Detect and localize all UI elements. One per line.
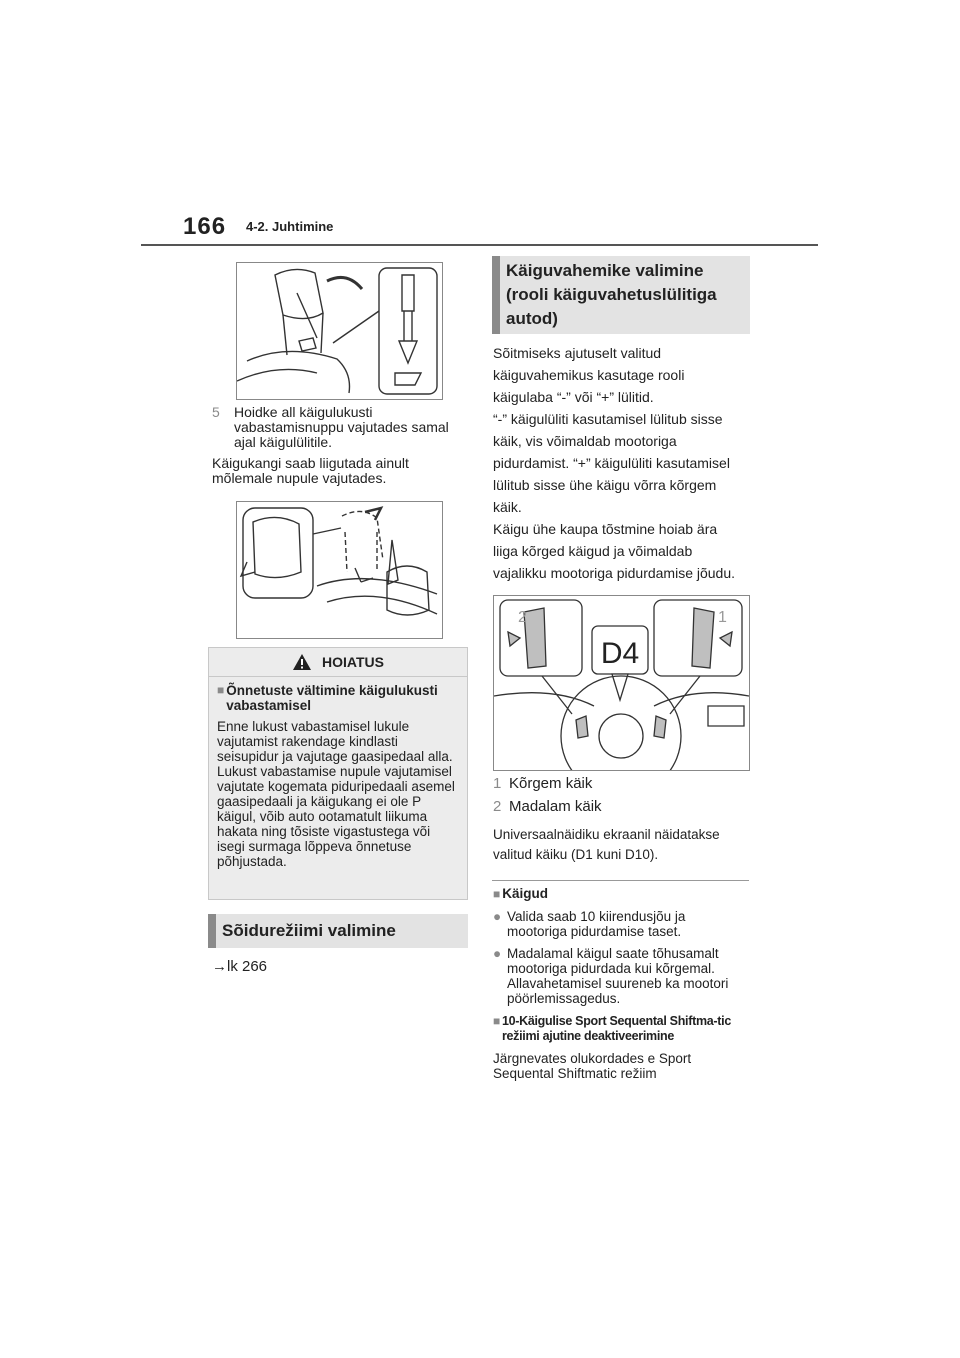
- paragraph-line: liiga kõrged käigud ja võimaldab: [493, 543, 693, 559]
- step-5: [212, 405, 458, 450]
- shift-lock-illustration: [236, 262, 443, 400]
- shift-lever-illustration: [236, 501, 443, 639]
- section-label: 4-2. Juhtimine: [246, 219, 334, 234]
- bullet-text: Valida saab 10 kiirendusjõu ja mootoriga pidurdamise taset.: [507, 909, 686, 939]
- list-text: Kõrgem käik: [509, 775, 593, 792]
- step-number: 5: [212, 404, 220, 420]
- paragraph-line: käik, vis võimaldab mootoriga: [493, 433, 677, 449]
- circle-bullet-icon: ●: [493, 909, 502, 924]
- paragraph-line: käiguvahemikus kasutage rooli: [493, 367, 685, 383]
- bullet-text: Madalamal käigul saate tõhusamalt mootoriga pidurdada kui kõrgemal. Allavahetamisel suureneb ka mootori pöörlemissagedus.: [507, 946, 729, 1006]
- drive-mode-heading: [208, 914, 468, 948]
- paddle-shift-illustration: [493, 595, 750, 771]
- circle-bullet-icon: ●: [493, 946, 502, 961]
- display-info-line: Universaalnäidiku ekraanil näidatakse: [493, 827, 720, 842]
- list-text: Madalam käik: [509, 798, 602, 815]
- warning-header: [209, 648, 467, 677]
- page-number: 166: [183, 213, 227, 240]
- section-divider: [492, 880, 749, 881]
- bullet-item: [493, 946, 751, 1006]
- shift-lever-drawing: [237, 502, 442, 638]
- gear-display: D4: [600, 637, 640, 670]
- bullet-item: [493, 909, 751, 939]
- warning-box: [208, 647, 468, 900]
- label-1: 1: [718, 609, 727, 626]
- paragraph-line: Sõitmiseks ajutuselt valitud: [493, 345, 662, 361]
- display-info: [493, 825, 751, 865]
- lever-note: Käigukangi saab liigutada ainult mõlemale nupule vajutades.: [212, 455, 409, 486]
- paragraph-line: lülitub sisse ühe käigu võrra kõrgem: [493, 477, 717, 493]
- gears-title: Käigud: [502, 886, 548, 901]
- list-item: [493, 775, 751, 792]
- list-number: 2: [493, 798, 502, 815]
- step-text: Hoidke all käigulukusti vabastamisnuppu vajutades samal ajal käigulülitile.: [234, 404, 449, 450]
- paragraph-line: “-” käigulüliti kasutamisel lülitub sisse: [493, 411, 723, 427]
- paragraph-line: vajalikku mootoriga pidurdamise jõudu.: [493, 565, 736, 581]
- gear-range-heading: [492, 256, 750, 334]
- paragraph-line: Käigu ühe kaupa tõstmine hoiab ära: [493, 521, 718, 537]
- paddle-shift-drawing: [494, 596, 749, 770]
- gear-list: [493, 775, 751, 815]
- page-reference: →lk 266: [212, 958, 268, 975]
- warning-body: [209, 677, 467, 869]
- square-bullet-icon: ■: [217, 683, 225, 697]
- warning-subtitle-row: [217, 683, 459, 713]
- list-item: [493, 798, 751, 815]
- list-number: 1: [493, 775, 502, 792]
- sport-body: Järgnevates olukordades e Sport Sequental Shiftmatic režiim: [493, 1051, 692, 1081]
- gear-range-paragraph: [493, 342, 751, 584]
- paragraph-line: pidurdamist. “+” käigulüliti kasutamisel: [493, 455, 730, 471]
- drive-mode-heading-text: Sõidurežiimi valimine: [222, 921, 396, 940]
- warning-text-1: Enne lukust vabastamisel lukule vajutamist rakendage kindlasti seisupidur ja vajutage gaasipedaal alla.: [217, 719, 453, 764]
- gears-section: [493, 886, 751, 1081]
- sport-title-row: [493, 1014, 751, 1044]
- square-bullet-icon: ■: [493, 1014, 500, 1028]
- label-2: 2: [518, 609, 527, 626]
- paragraph-line: käigulaba “-” või “+” lülitid.: [493, 389, 654, 405]
- warning-triangle-icon: [292, 653, 312, 671]
- warning-title: HOIATUS: [322, 654, 384, 670]
- shift-lock-drawing: [237, 263, 442, 399]
- display-info-line: valitud käiku (D1 kuni D10).: [493, 847, 659, 862]
- paragraph-line: käik.: [493, 499, 522, 515]
- warning-subtitle: Õnnetuste vältimine käigulukusti vabastamisel: [226, 683, 438, 713]
- gear-range-heading-text: Käiguvahemike valimine (rooli käiguvahetuslülitiga autod): [506, 261, 717, 328]
- sport-title: 10-Käigulise Sport Sequental Shiftma-tic režiimi ajutine deaktiveerimine: [501, 1014, 731, 1043]
- warning-text-2: Lukust vabastamise nupule vajutamisel vajutate kogemata piduripedaali asemel gaasipedaali ja käigukang ei ole P käigul, võib auto ootamatult liikuma hakata ning tõsiste vigastustega või isegi surmaga lõppeva õnnetuse põhjustada.: [217, 764, 455, 869]
- header-rule: [141, 244, 818, 246]
- gears-title-row: [493, 886, 751, 902]
- square-bullet-icon: ■: [493, 887, 501, 901]
